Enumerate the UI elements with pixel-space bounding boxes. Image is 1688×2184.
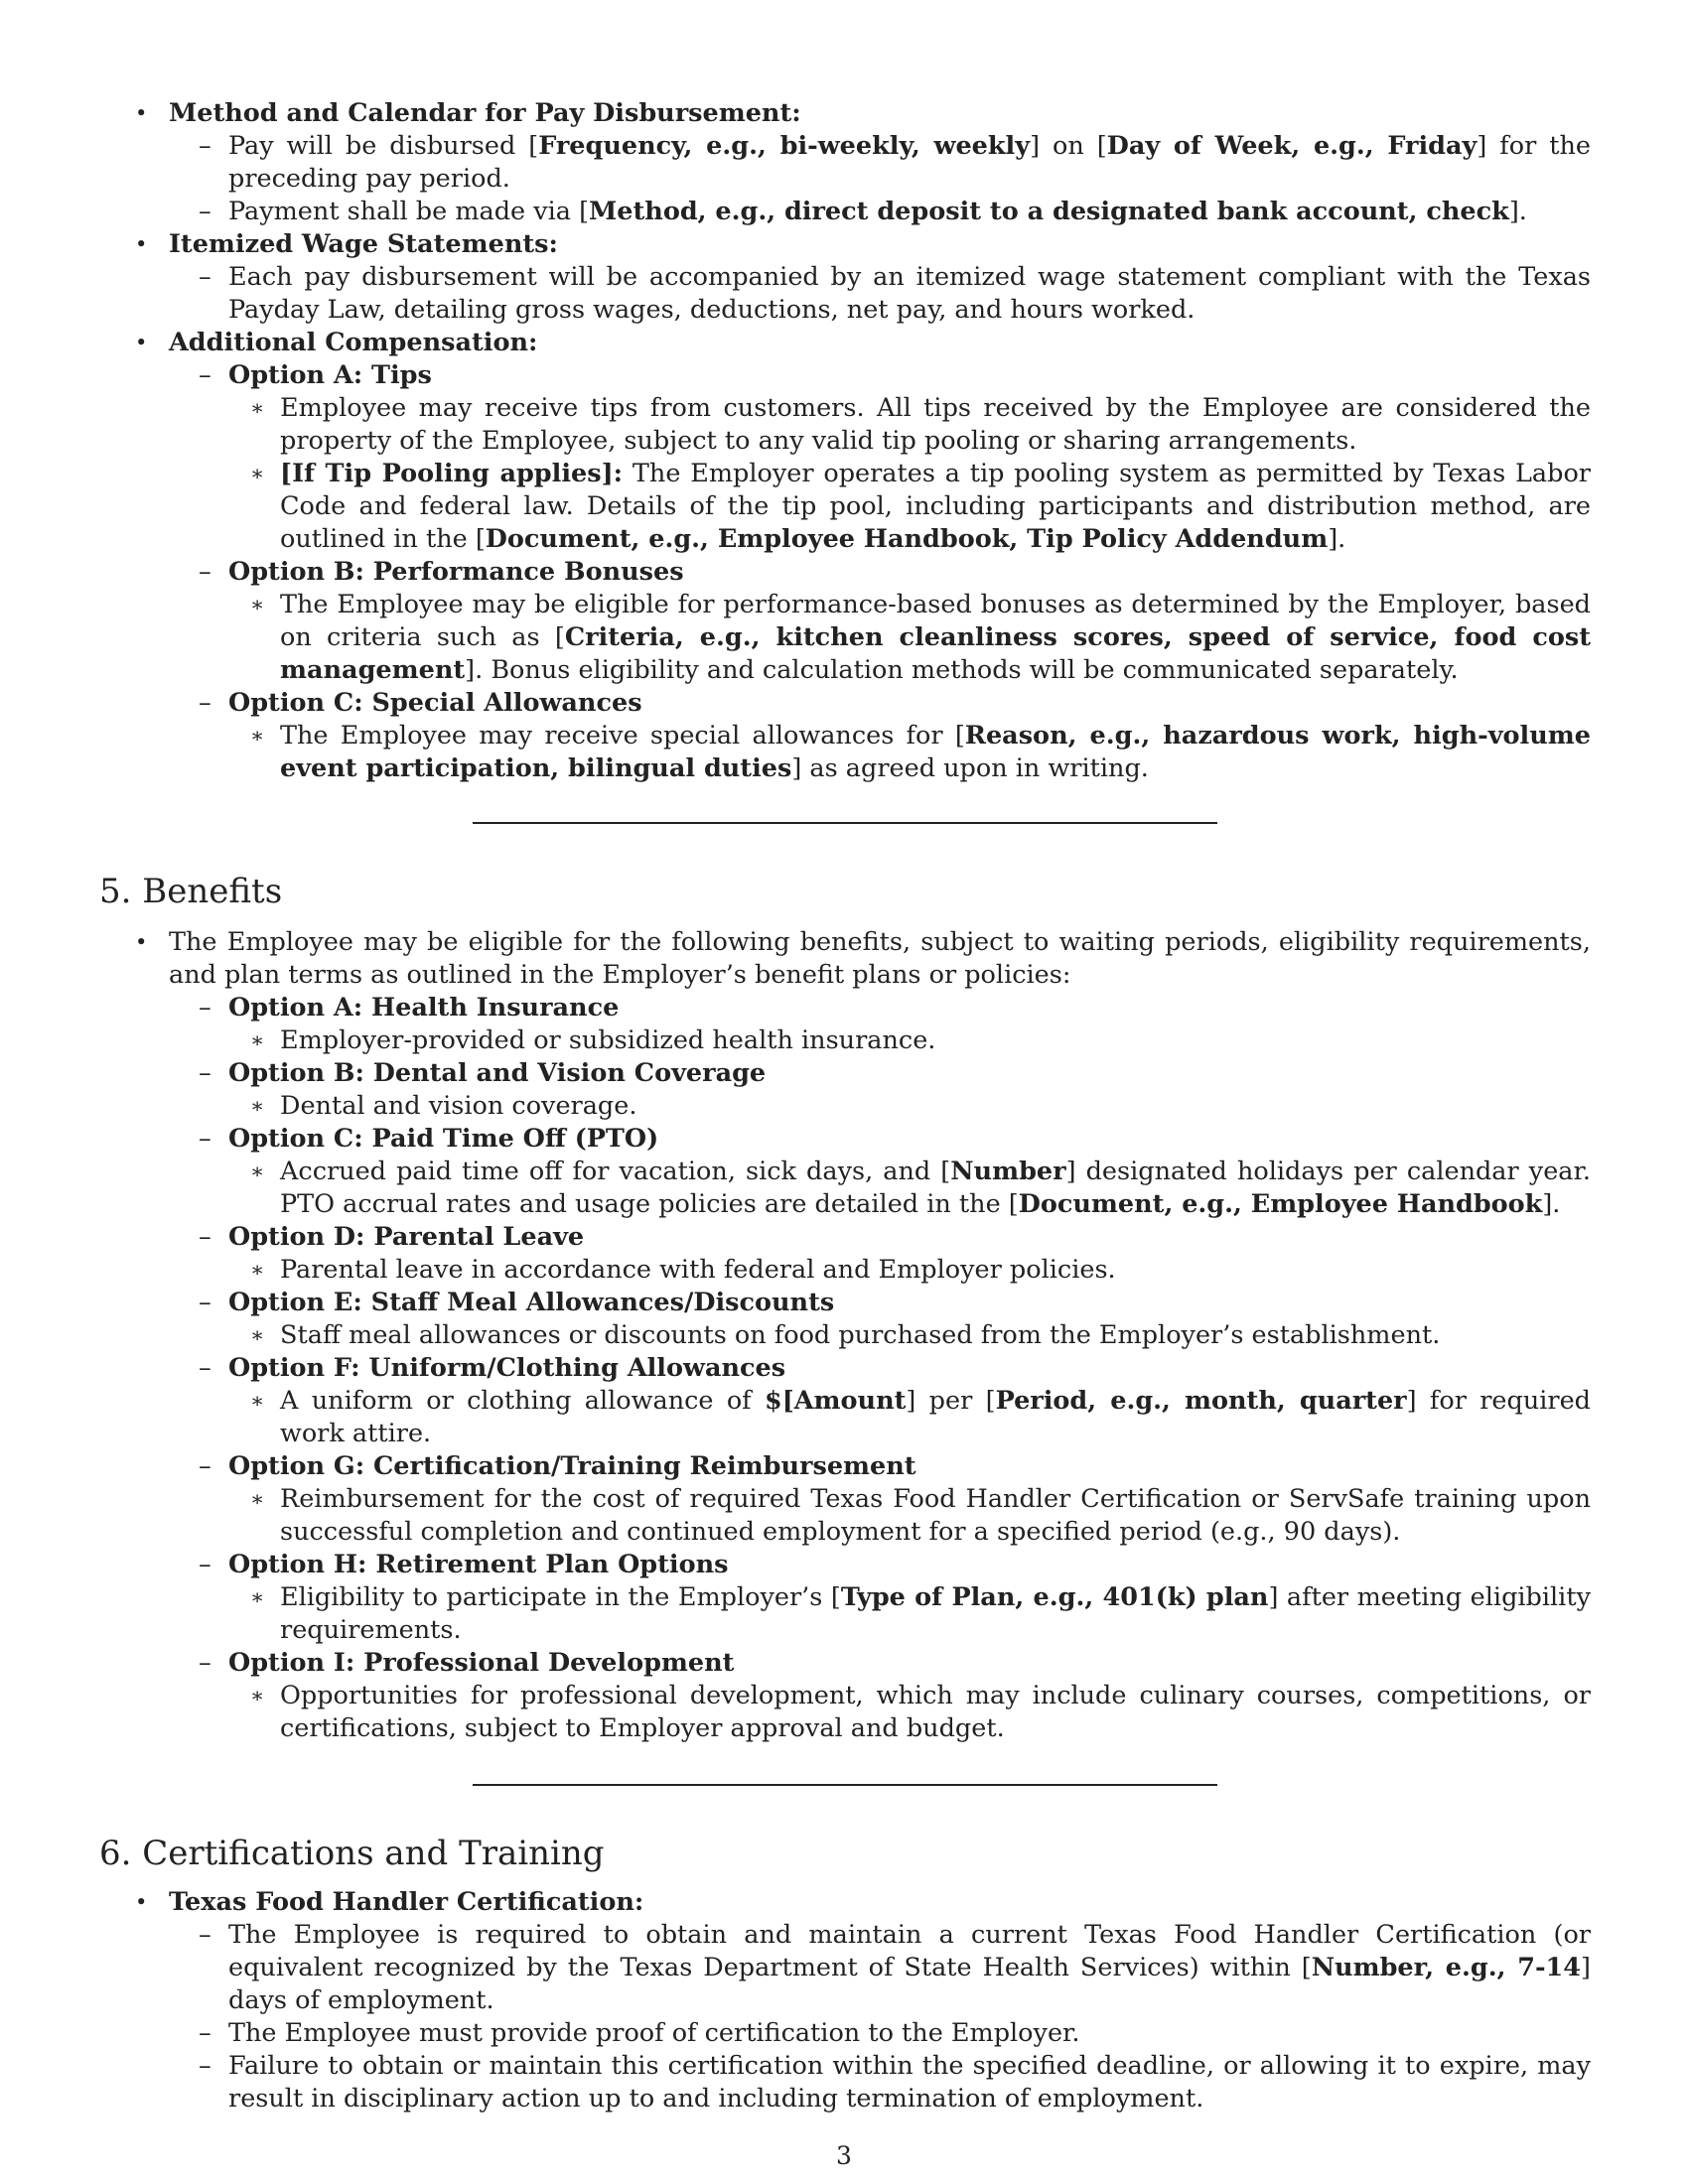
dash-marker: – [199,262,211,292]
section-heading-certifications: 6. Certifications and Training [99,1834,605,1873]
section-heading-benefits: 5. Benefits [99,872,283,911]
placeholder-field: [If Tip Pooling applies]: [280,459,624,488]
section-divider [473,1784,1217,1786]
dash-marker: – [199,360,211,390]
placeholder-field: Document, e.g., Employee Handbook, Tip Policy Addendum [485,524,1329,554]
option-title: Option E: Staff Meal Allowances/Discounts [228,1288,835,1317]
star-marker: ∗ [250,1028,265,1052]
list-item [99,687,1591,720]
star-marker: ∗ [250,593,265,616]
dash-marker: – [199,131,211,161]
list-item: – Failure to obtain or maintain this certification within the specified deadline, or allowing it to expire, may result in disciplinary action up to and including termination of employment. [199,2051,1591,2114]
dash-marker: – [199,1920,211,1950]
list-item [99,1221,1591,1254]
list-item: – The Employee is required to obtain and maintain a current Texas Food Handler Certification (or equivalent recognized by the Texas Department of State Health Services) within [Number, e.g., 7-14] days of employment. [199,1920,1591,2015]
list-item [99,1450,1591,1483]
placeholder-field: Method, e.g., direct deposit to a designated bank account, check [589,197,1509,226]
list-item [99,1057,1591,1090]
page-number: 3 [836,2141,852,2170]
option-title: Option F: Uniform/Clothing Allowances [228,1353,786,1383]
list-item: ∗ Staff meal allowances or discounts on food purchased from the Employer’s establishment. [250,1320,1441,1350]
placeholder-field: Number, e.g., 7-14 [1311,1953,1582,1982]
placeholder-field: Criteria, e.g., kitchen cleanliness scores, speed of service, food cost management [280,622,1592,685]
item-title: Additional Compensation: [169,328,538,357]
star-marker: ∗ [250,724,265,748]
list-item [99,359,1591,392]
placeholder-field: Type of Plan, e.g., 401(k) plan [840,1582,1269,1612]
star-marker: ∗ [250,1389,265,1413]
dash-marker: – [199,1353,211,1383]
list-item: – Pay will be disbursed [Frequency, e.g., bi-weekly, weekly] on [Day of Week, e.g., Friday] for the preceding pay period. [199,131,1591,194]
placeholder-field: Document, e.g., Employee Handbook [1018,1189,1543,1219]
list-item: • The Employee may be eligible for the following benefits, subject to waiting periods, eligibility requirements, and plan terms as outlined in the Employer’s benefit plans or policies: [135,927,1591,990]
dash-marker: – [199,1288,211,1317]
bullet-marker: • [135,930,148,954]
bullet-marker: • [135,101,148,125]
placeholder-field: Day of Week, e.g., Friday [1106,131,1477,161]
list-item [99,1647,1591,1680]
list-item [99,1886,1591,1919]
bullet-marker: • [135,1890,148,1914]
bullet-marker: • [135,232,148,256]
dash-marker: – [199,2051,211,2081]
placeholder-field: Frequency, e.g., bi-weekly, weekly [538,131,1031,161]
option-title: Option G: Certification/Training Reimbursement [228,1451,916,1481]
list-item: ∗ Eligibility to participate in the Employer’s [Type of Plan, e.g., 401(k) plan] after meeting eligibility requirements. [250,1582,1591,1645]
dash-marker: – [199,1550,211,1579]
list-item [99,327,1591,359]
list-item [99,228,1591,261]
placeholder-field: Period, e.g., month, quarter [995,1386,1407,1416]
option-title: Option D: Parental Leave [228,1222,585,1252]
star-marker: ∗ [250,1323,265,1347]
option-title: Option C: Special Allowances [228,688,642,718]
list-item [99,1352,1591,1385]
option-title: Option B: Performance Bonuses [228,557,684,587]
list-item: ∗ The Employee may receive special allowances for [Reason, e.g., hazardous work, high-volume event participation, bilingual duties] as agreed upon in writing. [250,721,1591,783]
list-item: – The Employee must provide proof of certification to the Employer. [199,2018,1080,2048]
item-title: Method and Calendar for Pay Disbursement: [169,98,801,128]
list-item [99,992,1591,1024]
list-item [99,556,1591,589]
dash-marker: – [199,197,211,226]
option-title: Option I: Professional Development [228,1648,735,1678]
dash-marker: – [199,1058,211,1088]
dash-marker: – [199,2018,211,2048]
list-item: ∗ Parental leave in accordance with federal and Employer policies. [250,1255,1116,1285]
list-item: ∗ Employer-provided or subsidized health insurance. [250,1025,936,1055]
list-item [99,1549,1591,1581]
option-title: Option H: Retirement Plan Options [228,1550,729,1579]
list-item: – Payment shall be made via [Method, e.g., direct deposit to a designated bank account, check]. [199,197,1527,226]
document-page [99,97,1591,2116]
list-item: ∗ The Employee may be eligible for performance-based bonuses as determined by the Employer, based on criteria such as [Criteria, e.g., kitchen cleanliness scores, speed of service, food cost management]. Bonus eligibility and calculation methods will be communicated separately. [250,590,1592,685]
star-marker: ∗ [250,1487,265,1511]
placeholder-field: Reason, e.g., hazardous work, high-volume event participation, bilingual duties [280,721,1591,783]
list-item: ∗ Reimbursement for the cost of required Texas Food Handler Certification or ServSafe training upon successful completion and continued employment for a specified period (e.g., 90 days). [250,1484,1591,1547]
list-item: ∗ Accrued paid time off for vacation, sick days, and [Number] designated holidays per calendar year. PTO accrual rates and usage policies are detailed in the [Document, e.g., Employee Handbook]. [250,1157,1591,1219]
dash-marker: – [199,688,211,718]
placeholder-field: $[Amount [764,1386,907,1416]
item-title: Texas Food Handler Certification: [169,1887,644,1917]
dash-marker: – [199,1124,211,1154]
star-marker: ∗ [250,396,265,420]
item-title: Itemized Wage Statements: [169,229,558,259]
star-marker: ∗ [250,1094,265,1118]
dash-marker: – [199,557,211,587]
section-divider [473,822,1217,824]
dash-marker: – [199,1451,211,1481]
bullet-marker: • [135,331,148,354]
list-item: ∗ Dental and vision coverage. [250,1091,637,1121]
list-item [99,97,1591,130]
option-title: Option A: Tips [228,360,432,390]
star-marker: ∗ [250,1684,265,1707]
star-marker: ∗ [250,462,265,485]
list-item [99,1123,1591,1156]
star-marker: ∗ [250,1585,265,1609]
option-title: Option B: Dental and Vision Coverage [228,1058,767,1088]
dash-marker: – [199,1222,211,1252]
star-marker: ∗ [250,1258,265,1282]
list-item: ∗ A uniform or clothing allowance of $[Amount] per [Period, e.g., month, quarter] for required work attire. [250,1386,1591,1448]
list-item: ∗ Employee may receive tips from customers. All tips received by the Employee are considered the property of the Employee, subject to any valid tip pooling or sharing arrangements. [250,393,1591,456]
list-item: ∗ Opportunities for professional development, which may include culinary courses, competitions, or certifications, subject to Employer approval and budget. [250,1681,1591,1743]
list-item [99,1287,1591,1319]
option-title: Option C: Paid Time Off (PTO) [228,1124,659,1154]
placeholder-field: Number [950,1157,1066,1186]
dash-marker: – [199,993,211,1023]
dash-marker: – [199,1648,211,1678]
option-title: Option A: Health Insurance [228,993,620,1023]
star-marker: ∗ [250,1160,265,1183]
list-item: – Each pay disbursement will be accompanied by an itemized wage statement compliant with the Texas Payday Law, detailing gross wages, deductions, net pay, and hours worked. [199,262,1591,325]
list-item: ∗ [If Tip Pooling applies]: The Employer operates a tip pooling system as permitted by Texas Labor Code and federal law. Details of the tip pool, including participants and distribution method, are outlined in the [Document, e.g., Employee Handbook, Tip Policy Addendum]. [250,459,1591,554]
